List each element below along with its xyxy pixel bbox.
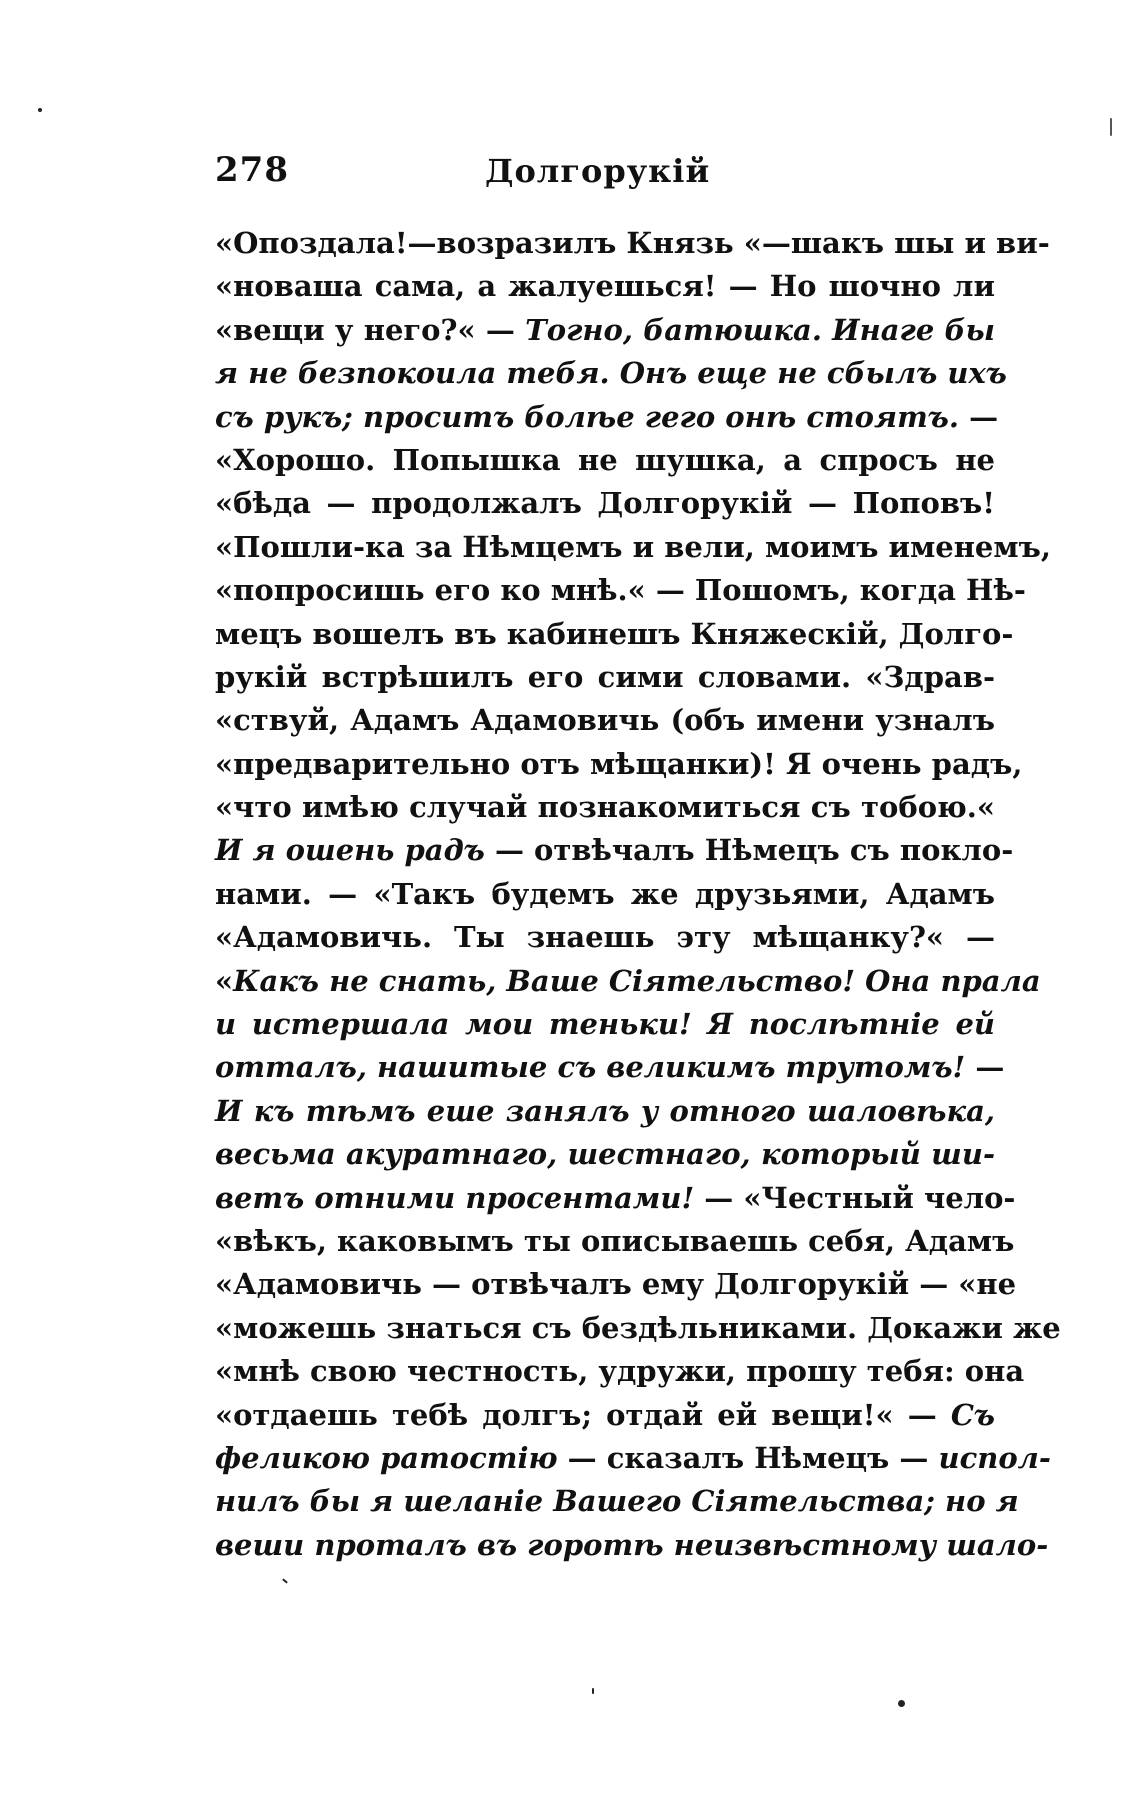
text-segment: «попросишь его ко мнѣ.« — Пошомъ, когда Нѣ- bbox=[215, 573, 1026, 608]
italic-segment: съ рукъ; проситъ болѣе гего онѣ стоятъ. bbox=[215, 399, 959, 434]
text-segment: мецъ вошелъ въ кабинешъ Княжескій, Долго- bbox=[215, 616, 1014, 651]
running-title: Долгорукій bbox=[485, 152, 711, 190]
italic-segment: я не безпокоила тебя. Онъ еще не сбылъ ихъ bbox=[215, 356, 1007, 391]
text-line bbox=[215, 916, 995, 959]
text-line bbox=[215, 526, 1051, 569]
text-segment: «Опоздала!—возразилъ Князь «—шакъ шы и ви- bbox=[215, 226, 1050, 260]
text-segment: — отвѣчалъ Нѣмецъ съ покло- bbox=[484, 833, 1014, 868]
text-line bbox=[215, 743, 1023, 786]
text-line bbox=[215, 222, 1050, 265]
text-line bbox=[215, 309, 995, 352]
text-segment: «можешь знаться съ бездѣльниками. Докажи же bbox=[215, 1310, 1061, 1345]
italic-segment: отталъ, нашитые съ великимъ трутомъ! bbox=[215, 1050, 966, 1085]
text-block bbox=[215, 222, 1061, 1567]
italic-segment: и истершала мои теньки! Я послѣтніе ей bbox=[215, 1007, 995, 1042]
text-segment: «Пошли-ка за Нѣмцемъ и вели, моимъ именемъ, bbox=[215, 529, 1051, 564]
text-segment: «Хорошо. Попышка не шушка, а спросъ не bbox=[215, 442, 995, 477]
text-line bbox=[215, 1437, 1051, 1480]
text-line bbox=[215, 786, 995, 829]
text-line bbox=[215, 960, 1041, 1003]
text-line bbox=[215, 1090, 995, 1133]
scan-speck bbox=[592, 1688, 594, 1694]
text-line bbox=[215, 1350, 1025, 1393]
italic-segment: нилъ бы я шеланіе Вашего Сіятельства; но я bbox=[215, 1484, 1019, 1519]
text-segment: «мнѣ свою честность, удружи, прошу тебя: она bbox=[215, 1354, 1025, 1389]
text-segment: — bbox=[958, 399, 999, 434]
page-header bbox=[215, 150, 995, 200]
text-segment: нами. — «Такъ будемъ же друзьями, Адамъ bbox=[215, 876, 995, 911]
text-line bbox=[215, 482, 995, 525]
text-line bbox=[215, 439, 995, 482]
text-segment: «ствуй, Адамъ Адамовичь (объ имени узналъ bbox=[215, 703, 995, 738]
text-line bbox=[215, 1307, 1061, 1350]
text-segment: «новаша сама, а жалуешься! — Но шочно ли bbox=[215, 269, 995, 304]
italic-segment: испол- bbox=[938, 1440, 1051, 1475]
text-segment: «Адамовичь — отвѣчалъ ему Долгорукій — «не bbox=[215, 1267, 1017, 1302]
italic-segment: И я ошень радъ bbox=[215, 833, 485, 868]
text-line bbox=[215, 352, 1007, 395]
scan-speck bbox=[898, 1700, 905, 1707]
scan-speck bbox=[38, 108, 42, 112]
text-line bbox=[215, 656, 995, 699]
text-segment: «вѣкъ, каковымъ ты описываешь себя, Адамъ bbox=[215, 1223, 1015, 1258]
text-segment: «бѣда — продолжалъ Долгорукій — Поповъ! bbox=[215, 486, 995, 521]
text-segment: «что имѣю случай познакомиться съ тобою.« bbox=[215, 790, 995, 825]
text-segment: «Адамовичь. Ты знаешь эту мѣщанку?« — bbox=[215, 920, 995, 955]
text-line bbox=[215, 569, 1026, 612]
text-line bbox=[215, 1220, 1015, 1263]
italic-segment: Тогно, батюшка. Инаге бы bbox=[525, 312, 995, 347]
italic-segment: Какъ не снать, Ваше Сіятельство! Она прала bbox=[233, 963, 1041, 998]
text-line bbox=[215, 1003, 995, 1046]
text-line bbox=[215, 1394, 995, 1437]
text-segment: — bbox=[965, 1050, 1005, 1085]
text-segment: — «Честный чело- bbox=[694, 1180, 1016, 1215]
page-number: 278 bbox=[215, 150, 289, 190]
text-line bbox=[215, 1177, 1016, 1220]
italic-segment: Съ bbox=[950, 1397, 995, 1432]
text-line bbox=[215, 1046, 1005, 1089]
scan-speck bbox=[282, 1578, 288, 1583]
text-line bbox=[215, 829, 1014, 872]
text-line bbox=[215, 613, 1014, 656]
text-segment: «отдаешь тебѣ долгъ; отдай ей вещи!« — bbox=[215, 1397, 951, 1432]
text-segment: « bbox=[215, 963, 234, 998]
text-line bbox=[215, 1263, 1017, 1306]
text-line bbox=[215, 1480, 1019, 1523]
italic-segment: ветъ отними просентами! bbox=[215, 1180, 695, 1215]
text-line bbox=[215, 396, 999, 439]
text-line bbox=[215, 265, 995, 308]
text-line bbox=[215, 1524, 1049, 1567]
text-segment: — сказалъ Нѣмецъ — bbox=[557, 1440, 939, 1475]
italic-segment: веши проталъ въ горотѣ неизвѣстному шало- bbox=[215, 1527, 1049, 1562]
italic-segment: весьма акуратнаго, шестнаго, который ши- bbox=[215, 1137, 995, 1172]
text-line bbox=[215, 699, 995, 742]
text-segment: «предварительно отъ мѣщанки)! Я очень радъ, bbox=[215, 746, 1023, 781]
text-line bbox=[215, 873, 995, 916]
text-segment: рукій встрѣшилъ его сими словами. «Здрав- bbox=[215, 659, 995, 694]
scan-speck bbox=[1110, 118, 1112, 136]
italic-segment: И къ тѣмъ еше занялъ у отного шаловѣка, bbox=[215, 1093, 995, 1128]
italic-segment: феликою ратостію bbox=[215, 1440, 558, 1475]
text-line bbox=[215, 1133, 995, 1176]
text-segment: «вещи у него?« — bbox=[215, 312, 526, 347]
